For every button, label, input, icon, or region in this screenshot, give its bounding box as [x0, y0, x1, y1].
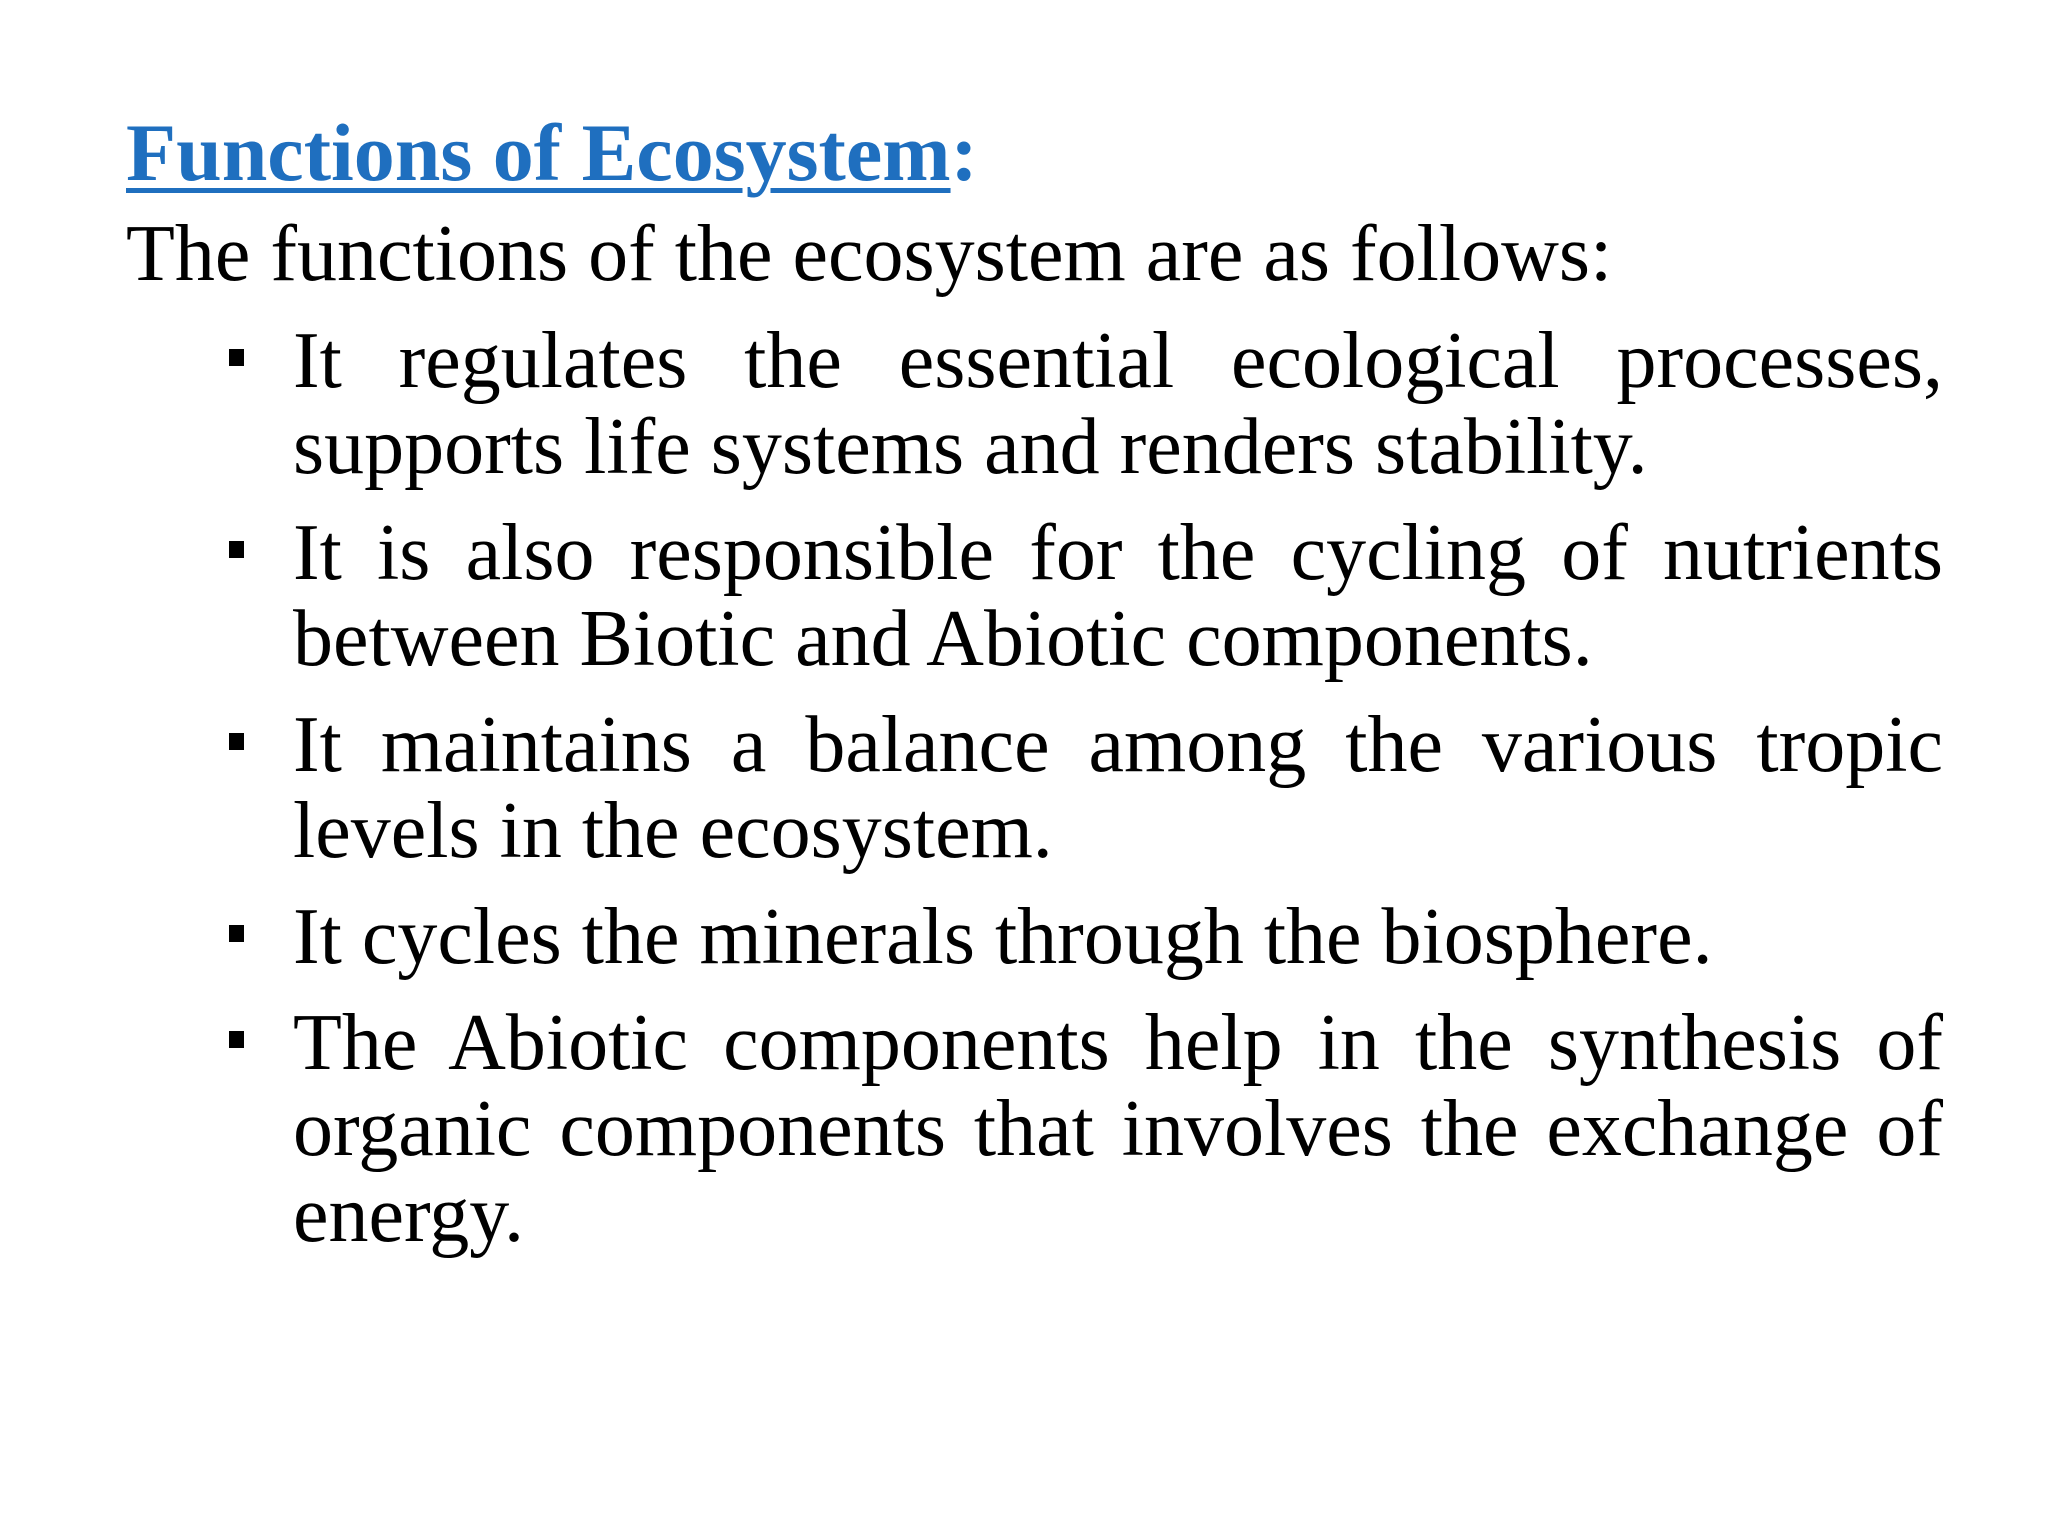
list-item [293, 318, 1943, 490]
square-bullet-icon [229, 541, 244, 558]
square-bullet-icon [229, 733, 244, 750]
square-bullet-icon [229, 925, 244, 942]
list-item [293, 702, 1943, 874]
list-item [293, 894, 1943, 980]
list-item [293, 510, 1943, 682]
bullet-text: It regulates the essential ecological processes, supports life systems and renders stability. [293, 317, 1943, 491]
bullet-text: It is also responsible for the cycling of nutrients between Biotic and Abiotic components. [293, 509, 1943, 683]
intro-text: The functions of the ecosystem are as follows: [126, 210, 1613, 298]
bullet-text: It maintains a balance among the various tropic levels in the ecosystem. [293, 701, 1943, 875]
square-bullet-icon [229, 349, 244, 366]
list-item [293, 1000, 1943, 1258]
slide-heading [126, 104, 978, 202]
heading-colon: : [950, 107, 978, 198]
square-bullet-icon [229, 1031, 244, 1048]
bullet-list [0, 318, 2048, 1278]
bullet-text: It cycles the minerals through the biosphere. [293, 893, 1713, 981]
heading-title: Functions of Ecosystem [126, 107, 951, 198]
bullet-text: The Abiotic components help in the synthesis of organic components that involves the exchange of energy. [293, 999, 1943, 1259]
